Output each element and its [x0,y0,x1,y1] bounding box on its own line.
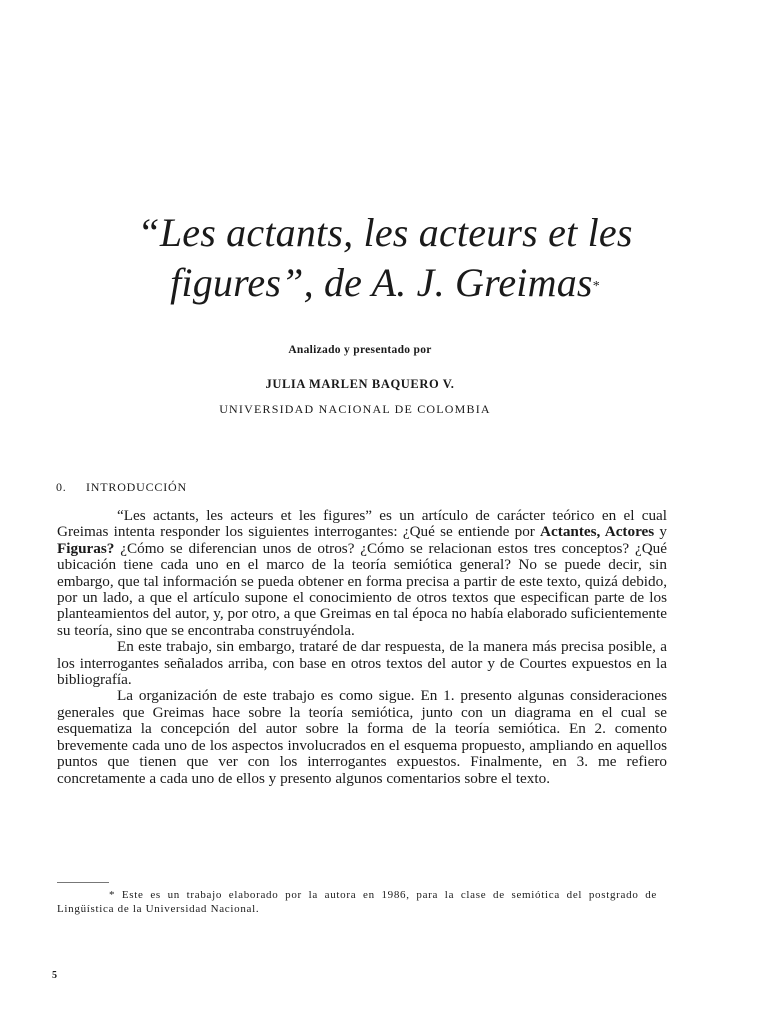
paragraph-2: En este trabajo, sin embargo, trataré de dar respuesta, de la manera más precisa posible, a los interrogantes señalados arriba, con base en otros textos del autor y de Courtes expuestos en la bibliografía. [57,638,667,689]
paragraph-1-seg2: y [654,523,667,541]
title-line-2 [60,258,710,308]
body-text [57,508,667,787]
footnote-divider [57,882,109,883]
paragraph-1-seg1: “Les actants, les acteurs et les figures” es un artículo de carácter teórico en el cual Greimas intenta responder los siguientes interrogantes: ¿Qué se entiende por [57,507,667,541]
author-affiliation: UNIVERSIDAD NACIONAL DE COLOMBIA [219,402,491,416]
section-heading [56,480,187,495]
footnote-text: * Este es un trabajo elaborado por la autora en 1986, para la clase de semiótica del postgrado de Lingüística de la Universidad Nacional. [57,889,657,915]
author-name: JULIA MARLEN BAQUERO V. [265,377,455,391]
paragraph-1-bold-terms: Actantes, Actores [540,523,655,541]
byline: Analizado y presentado por [288,344,432,356]
page-number: 5 [52,970,57,981]
paragraph-1 [57,508,667,639]
paragraph-3: La organización de este trabajo es como sigue. En 1. presento algunas consideraciones generales que Greimas hace sobre la teoría semiótica, junto con un diagrama en el cual se esquematiza la concepción del autor sobre la forma de la teoría semiótica. En 2. comento brevemente cada uno de los aspectos involucrados en el esquema propuesto, ampliando en aquellos puntos que tienen que ver con los interrogantes expuestos. Finalmente, en 3. me refiero concretamente a cada uno de ellos y presento algunos comentarios sobre el texto. [57,687,667,787]
article-title [60,208,710,308]
title-line-2-text: figures”, de A. J. Greimas [170,260,593,305]
section-title: INTRODUCCIÓN [86,480,187,494]
footnote [57,888,657,916]
paragraph-1-bold-figuras: Figuras? [57,539,115,557]
paragraph-1-seg3: ¿Cómo se diferencian unos de otros? ¿Cómo se relacionan estos tres conceptos? ¿Qué ubicación tiene cada uno en el marco de la teoría semiótica general? No se puede decir, sin embargo, que tal información se pueda obtener en forma precisa a partir de este texto, quizá debido, por un lado, a que el artículo supone el conocimiento de otros textos que especifican parte de los planteamientos del autor, y, por otro, a que Greimas en tal época no había elaborado suficientemente su teoría, sino que se encontraba construyéndola. [57,539,667,639]
title-line-1: “Les actants, les acteurs et les [137,210,633,255]
section-number: 0. [56,480,67,494]
title-footnote-mark[interactable]: * [592,279,600,294]
